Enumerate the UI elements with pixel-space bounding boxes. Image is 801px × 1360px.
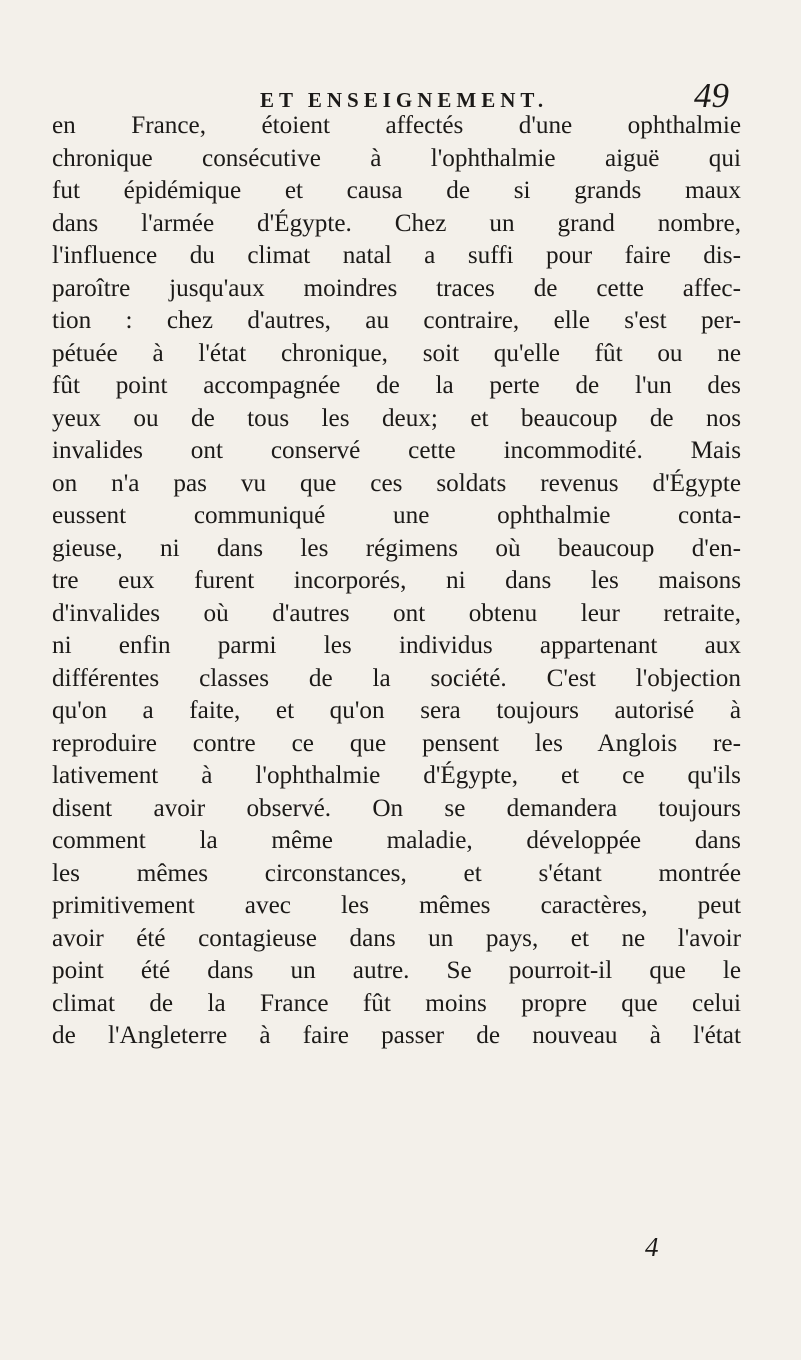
text-line: tre eux furent incorporés, ni dans les maisons — [52, 567, 741, 594]
text-line: chronique consécutive à l'ophthalmie aiguë qui — [52, 144, 741, 172]
text-line: pétuée à l'état chronique, soit qu'elle fût ou ne — [52, 339, 741, 367]
text-line: d'invalides où d'autres ont obtenu leur retraite, — [52, 599, 741, 627]
running-head: ET ENSEIGNEMENT. — [260, 88, 549, 112]
text-line: gieuse, ni dans les régimens où beaucoup d'en- — [52, 534, 741, 562]
text-line: en France, étoient affectés d'une ophthalmie — [52, 112, 741, 139]
text-line: comment la même maladie, développée dans — [52, 827, 741, 854]
body-text — [52, 110, 741, 1053]
text-line: point été dans un autre. Se pourroit-il que le — [52, 957, 741, 984]
text-line: différentes classes de la société. C'est l'objection — [52, 664, 741, 692]
text-line: avoir été contagieuse dans un pays, et ne l'avoir — [52, 924, 741, 952]
text-line: invalides ont conservé cette incommodité. Mais — [52, 437, 741, 464]
text-line: les mêmes circonstances, et s'étant montrée — [52, 859, 741, 887]
text-line: lativement à l'ophthalmie d'Égypte, et ce qu'ils — [52, 762, 741, 789]
text-line: fut épidémique et causa de si grands maux — [52, 177, 741, 204]
text-line: climat de la France fût moins propre que celui — [52, 989, 741, 1017]
text-line: reproduire contre ce que pensent les Anglois re- — [52, 729, 741, 757]
text-line: l'influence du climat natal a suffi pour faire dis- — [52, 242, 741, 269]
text-line: on n'a pas vu que ces soldats revenus d'Égypte — [52, 469, 741, 497]
signature-mark: 4 — [645, 1232, 659, 1262]
text-line: de l'Angleterre à faire passer de nouveau à l'état — [52, 1022, 741, 1049]
text-line: paroître jusqu'aux moindres traces de cette affec- — [52, 274, 741, 302]
text-line: eussent communiqué une ophthalmie conta- — [52, 502, 741, 529]
text-line: fût point accompagnée de la perte de l'un des — [52, 372, 741, 399]
page-number: 49 — [694, 76, 729, 115]
text-line: qu'on a faite, et qu'on sera toujours autorisé à — [52, 697, 741, 724]
text-line: primitivement avec les mêmes caractères, peut — [52, 892, 741, 919]
text-line: dans l'armée d'Égypte. Chez un grand nombre, — [52, 209, 741, 237]
text-line: tion : chez d'autres, au contraire, elle s'est per- — [52, 307, 741, 334]
text-line: ni enfin parmi les individus appartenant aux — [52, 632, 741, 659]
text-line: yeux ou de tous les deux; et beaucoup de nos — [52, 404, 741, 432]
text-line: disent avoir observé. On se demandera toujours — [52, 794, 741, 822]
